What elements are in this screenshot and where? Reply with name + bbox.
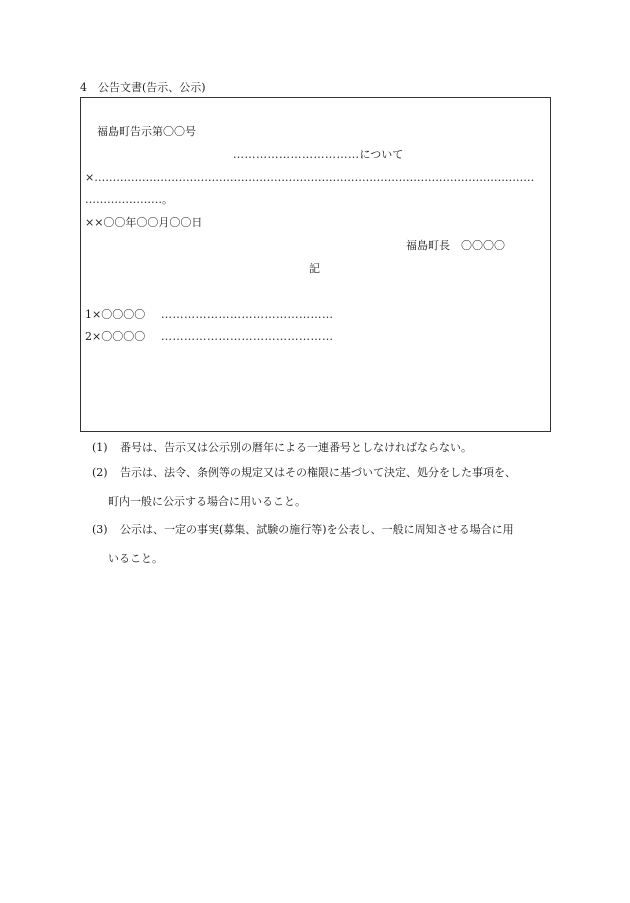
note-item: [92, 523, 514, 537]
note-continuation: いること。: [108, 552, 163, 565]
note-item: [92, 441, 472, 455]
note-number: (2): [92, 466, 108, 479]
subject-dots: ……………………………: [233, 148, 360, 161]
notice-item: [85, 330, 334, 344]
notice-date: ××〇〇年〇〇月〇〇日: [85, 216, 203, 229]
notice-item-dots: ………………………………………: [161, 308, 334, 321]
notice-number: 福島町告示第〇〇号: [97, 125, 196, 138]
note-text: 公示は、一定の事実(募集、試験の施行等)を公表し、一般に周知させる場合に用: [120, 523, 514, 536]
notice-signatory: 福島町長 〇〇〇〇: [406, 239, 505, 252]
notice-body-line-2: …………………。: [85, 193, 173, 206]
notice-item: [85, 308, 334, 322]
note-item: [92, 466, 516, 480]
note-text: 番号は、告示又は公示別の暦年による一連番号としなければならない。: [120, 441, 472, 454]
note-number: (1): [92, 441, 108, 454]
note-continuation: 町内一般に公示する場合に用いること。: [108, 495, 306, 508]
notice-item-label: 2×〇〇〇〇: [85, 330, 146, 343]
subject-suffix: について: [359, 148, 404, 161]
notice-item-label: 1×〇〇〇〇: [85, 308, 146, 321]
notice-item-dots: ………………………………………: [161, 330, 334, 343]
notice-ki: 記: [309, 262, 320, 275]
section-title: 4 公告文書(告示、公示): [80, 81, 206, 94]
notice-body-line-1: ×…………………………………………………………………………………………………………: [85, 171, 535, 184]
note-text: 告示は、法令、条例等の規定又はその権限に基づいて決定、処分をした事項を、: [120, 466, 516, 479]
note-number: (3): [92, 523, 108, 536]
notice-subject: [233, 148, 403, 162]
